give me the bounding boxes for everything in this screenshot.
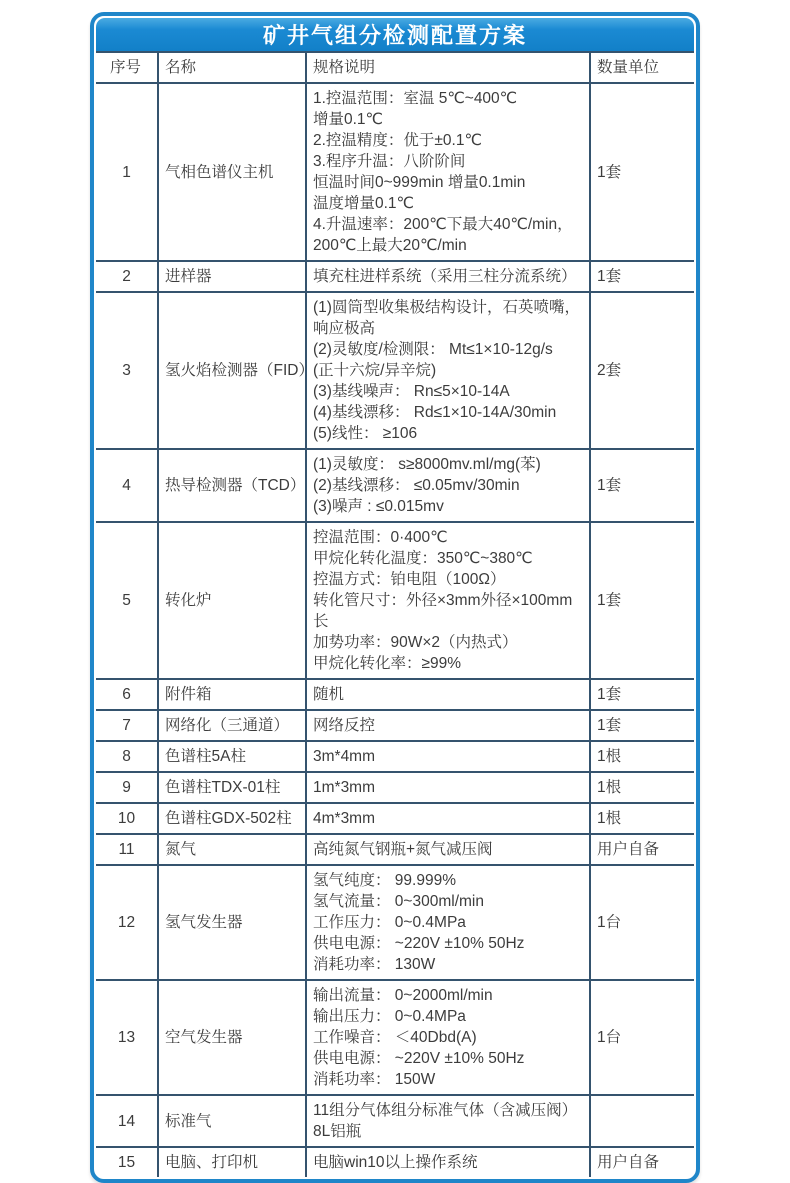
spec-line: 甲烷化转化温度：350℃~380℃ <box>313 550 533 567</box>
table-row <box>96 1147 694 1177</box>
spec-line: (4)基线漂移： Rd≤1×10-14A/30min <box>313 404 557 421</box>
row-number: 11 <box>96 834 158 865</box>
row-number: 5 <box>96 522 158 679</box>
table-row <box>96 772 694 803</box>
spec-line: 恒温时间0~999min 增量0.1min <box>313 174 526 191</box>
item-spec <box>306 772 590 803</box>
item-qty: 1套 <box>590 261 694 292</box>
item-name: 色谱柱GDX-502柱 <box>158 803 306 834</box>
spec-line: 1.控温范围：室温 5℃~400℃ <box>313 90 518 107</box>
table-body <box>96 83 694 1177</box>
item-spec <box>306 803 590 834</box>
spec-line: 消耗功率： 150W <box>313 1071 436 1088</box>
table-row <box>96 292 694 449</box>
item-qty: 1套 <box>590 83 694 261</box>
table-header <box>96 53 694 83</box>
item-name: 网络化（三通道） <box>158 710 306 741</box>
spec-line: 8L铝瓶 <box>313 1123 362 1140</box>
table-row <box>96 710 694 741</box>
spec-line: 随机 <box>313 686 345 703</box>
item-spec <box>306 834 590 865</box>
spec-line: 甲烷化转化率：≥99% <box>313 655 462 672</box>
item-spec <box>306 865 590 980</box>
spec-line: 4.升温速率：200℃下最大40℃/min， <box>313 216 573 233</box>
spec-line: 消耗功率： 130W <box>313 956 436 973</box>
item-qty: 用户自备 <box>590 1147 694 1177</box>
spec-line: (1)灵敏度： s≥8000mv.ml/mg(苯) <box>313 456 541 473</box>
item-qty: 1台 <box>590 865 694 980</box>
row-number: 2 <box>96 261 158 292</box>
spec-line: (5)线性： ≥106 <box>313 425 418 442</box>
row-number: 4 <box>96 449 158 522</box>
spec-line: 转化管尺寸：外径×3mm外径×100mm长 <box>313 592 573 630</box>
spec-line: 电脑win10以上操作系统 <box>313 1154 478 1171</box>
spec-line: 3m*4mm <box>313 748 376 765</box>
spec-line: 增量0.1℃ <box>313 111 383 128</box>
spec-line: 网络反控 <box>313 717 376 734</box>
spec-line: 填充柱进样系统（采用三柱分流系统） <box>313 268 577 285</box>
sheet-title: 矿井气组分检测配置方案 <box>96 18 694 53</box>
item-spec <box>306 710 590 741</box>
item-qty: 1台 <box>590 980 694 1095</box>
item-spec <box>306 1095 590 1147</box>
row-number: 15 <box>96 1147 158 1177</box>
spec-line: 200℃上最大20℃/min <box>313 237 467 254</box>
row-number: 14 <box>96 1095 158 1147</box>
item-qty: 1根 <box>590 772 694 803</box>
row-number: 1 <box>96 83 158 261</box>
spec-line: 1m*3mm <box>313 779 376 796</box>
table-row <box>96 865 694 980</box>
item-name: 进样器 <box>158 261 306 292</box>
row-number: 12 <box>96 865 158 980</box>
table-row <box>96 980 694 1095</box>
row-number: 3 <box>96 292 158 449</box>
header-spec: 规格说明 <box>306 53 590 83</box>
item-qty: 1根 <box>590 741 694 772</box>
item-name: 氢气发生器 <box>158 865 306 980</box>
spec-line: 3.程序升温：八阶阶间 <box>313 153 466 170</box>
spec-table <box>96 53 694 1177</box>
spec-line: 氢气纯度： 99.999% <box>313 872 456 889</box>
item-name: 空气发生器 <box>158 980 306 1095</box>
spec-line: 工作噪音： ＜40Dbd(A) <box>313 1029 477 1046</box>
spec-line: 氢气流量： 0~300ml/min <box>313 893 484 910</box>
table-row <box>96 834 694 865</box>
table-row <box>96 803 694 834</box>
spec-line: (3)噪声 : ≤0.015mv <box>313 498 444 515</box>
spec-line: 温度增量0.1℃ <box>313 195 414 212</box>
header-no: 序号 <box>96 53 158 83</box>
spec-line: 供电电源： ~220V ±10% 50Hz <box>313 1050 525 1067</box>
spec-line: 2.控温精度：优于±0.1℃ <box>313 132 482 149</box>
header-qty: 数量单位 <box>590 53 694 83</box>
row-number: 13 <box>96 980 158 1095</box>
item-qty: 2套 <box>590 292 694 449</box>
item-spec <box>306 83 590 261</box>
spec-line: 加势功率：90W×2（内热式） <box>313 634 518 651</box>
item-name: 色谱柱TDX-01柱 <box>158 772 306 803</box>
spec-line: 4m*3mm <box>313 810 376 827</box>
item-name: 转化炉 <box>158 522 306 679</box>
item-spec <box>306 522 590 679</box>
item-qty: 1套 <box>590 449 694 522</box>
table-row <box>96 679 694 710</box>
row-number: 8 <box>96 741 158 772</box>
spec-line: 输出流量： 0~2000ml/min <box>313 987 493 1004</box>
item-spec <box>306 980 590 1095</box>
spec-line: 输出压力： 0~0.4MPa <box>313 1008 466 1025</box>
table-row <box>96 449 694 522</box>
spec-line: 11组分气体组分标准气体（含减压阀） <box>313 1102 578 1119</box>
item-qty <box>590 1095 694 1147</box>
row-number: 9 <box>96 772 158 803</box>
spec-line: 控温范围：0·400℃ <box>313 529 448 546</box>
item-spec <box>306 449 590 522</box>
item-name: 色谱柱5A柱 <box>158 741 306 772</box>
item-qty: 用户自备 <box>590 834 694 865</box>
spec-line: 供电电源： ~220V ±10% 50Hz <box>313 935 525 952</box>
item-name: 标准气 <box>158 1095 306 1147</box>
spec-line: 工作压力： 0~0.4MPa <box>313 914 466 931</box>
item-spec <box>306 261 590 292</box>
item-spec <box>306 679 590 710</box>
spec-sheet <box>90 12 700 1183</box>
spec-line: 响应极高 <box>313 320 376 337</box>
table-row <box>96 741 694 772</box>
item-name: 气相色谱仪主机 <box>158 83 306 261</box>
item-spec <box>306 741 590 772</box>
spec-line: 控温方式：铂电阻（100Ω） <box>313 571 506 588</box>
table-row <box>96 1095 694 1147</box>
spec-line: (正十六烷/异辛烷) <box>313 362 437 379</box>
item-qty: 1套 <box>590 710 694 741</box>
item-name: 氮气 <box>158 834 306 865</box>
item-name: 热导检测器（TCD） <box>158 449 306 522</box>
row-number: 7 <box>96 710 158 741</box>
table-row <box>96 261 694 292</box>
row-number: 10 <box>96 803 158 834</box>
item-qty: 1套 <box>590 522 694 679</box>
table-row <box>96 83 694 261</box>
spec-line: (2)基线漂移： ≤0.05mv/30min <box>313 477 520 494</box>
spec-line: (1)圆筒型收集极结构设计，石英喷嘴， <box>313 299 580 316</box>
item-qty: 1根 <box>590 803 694 834</box>
item-name: 附件箱 <box>158 679 306 710</box>
spec-line: 高纯氮气钢瓶+氮气减压阀 <box>313 841 493 858</box>
header-row <box>96 53 694 83</box>
item-qty: 1套 <box>590 679 694 710</box>
header-name: 名称 <box>158 53 306 83</box>
item-spec <box>306 292 590 449</box>
spec-line: (2)灵敏度/检测限： Mt≤1×10-12g/s <box>313 341 553 358</box>
item-spec <box>306 1147 590 1177</box>
table-row <box>96 522 694 679</box>
item-name: 电脑、打印机 <box>158 1147 306 1177</box>
item-name: 氢火焰检测器（FID） <box>158 292 306 449</box>
row-number: 6 <box>96 679 158 710</box>
spec-line: (3)基线噪声： Rn≤5×10-14A <box>313 383 510 400</box>
